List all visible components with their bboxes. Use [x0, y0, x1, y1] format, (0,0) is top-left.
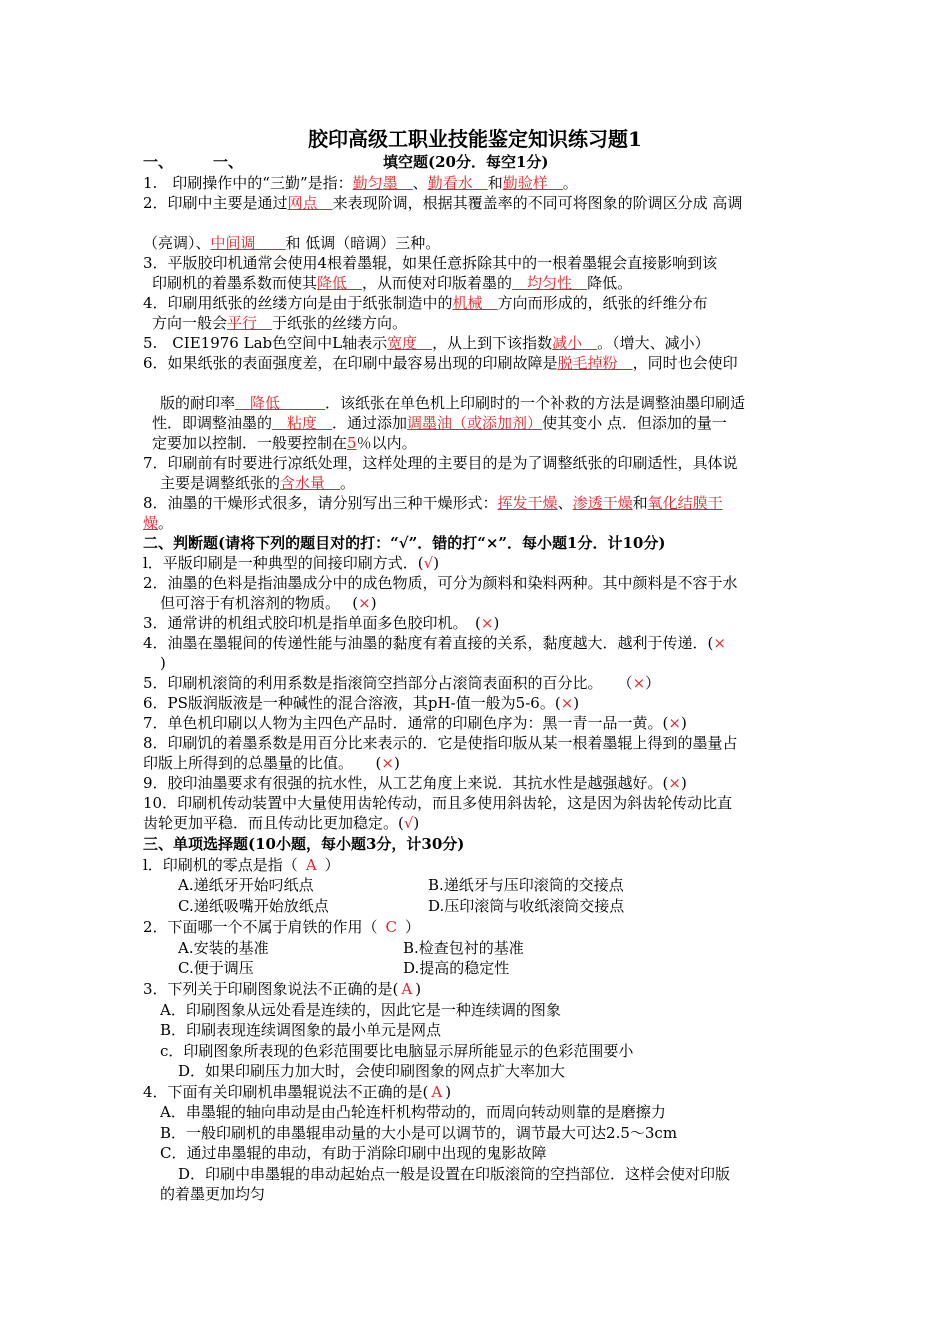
s3-q4-option-d: D．印刷中串墨辊的串动起始点一般是设置在印版滚筒的空挡部位．这样会使对印版	[178, 1165, 731, 1183]
answer-mark: ×	[668, 774, 681, 792]
s3-q1: l．印刷机的零点是指（ A ）	[143, 856, 340, 874]
s2-q8-cont: 印版上所得到的总墨量的比值。 (×)	[143, 754, 400, 772]
s3-q4-option-c: C．通过串墨辊的串动，有助于消除印刷中出现的鬼影故障	[160, 1144, 547, 1162]
answer-mark: A	[431, 1083, 443, 1101]
s1-q7: 7．印刷前有时要进行凉纸处理，这样处理的主要目的是为了调整纸张的印刷适性，具体说	[143, 454, 738, 472]
answer-blank: 勤验样	[502, 174, 563, 192]
s2-q4: 4．油墨在墨辊间的传递性能与油墨的黏度有着直接的关系，黏度越大．越利于传递．(×	[143, 634, 726, 652]
answer-blank: 含水量	[280, 474, 341, 492]
s2-q7: 7．单色机印刷以人物为主四色产品时．通常的印刷色序为：黑一青一品一黄。(×)	[143, 714, 687, 732]
answer-mark: C	[385, 918, 398, 936]
s3-q1-option-c: C.递纸吸嘴开始放纸点	[178, 897, 329, 915]
answer-mark: ×	[480, 614, 494, 632]
answer-blank: 渗透干燥	[572, 494, 633, 512]
answer-mark: ×	[358, 594, 371, 612]
s2-q5: 5．印刷机滚筒的利用系数是指滚筒空挡部分占滚筒表面积的百分比。 （×）	[143, 674, 661, 692]
answer-mark: A	[305, 856, 317, 874]
s3-q2-option-c: C.便于调压	[178, 959, 254, 977]
answer-blank: 5	[347, 434, 357, 452]
answer-mark: ×	[713, 634, 726, 652]
answer-blank: 挥发干燥	[497, 494, 558, 512]
answer-blank: 氧化结膜干	[647, 494, 723, 512]
s2-q3: 3．通常讲的机组式胶印机是指单面多色胶印机。 (×)	[143, 614, 500, 632]
s1-q4: 4．印刷用纸张的丝缕方向是由于纸张制造中的机械 方向而形成的，纸张的纤维分布	[143, 294, 708, 312]
answer-blank: 网点	[287, 194, 333, 212]
answer-blank: 机械	[452, 294, 498, 312]
s1-q3-cont: 印刷机的着墨系数而使其降低 ，从而使对印版着墨的 均匀性 降低。	[152, 274, 633, 292]
answer-mark: ×	[560, 694, 574, 712]
answer-mark: A	[401, 980, 413, 998]
s3-q3-option-a: A．印刷图象从远处看是连续的，因此它是一种连续调的图象	[160, 1001, 561, 1019]
s1-q6-cont2: 性．即调整油墨的 粘度 ．通过添加调墨油（或添加剂）使其变小 点．但添加的量一	[152, 414, 727, 432]
answer-blank: 宽度	[387, 334, 433, 352]
s3-q4-option-a: A．串墨辊的轴向串动是由凸轮连杆机构带动的，而周向转动则靠的是磨擦力	[160, 1103, 666, 1121]
s1-q5: 5. CIE1976 Lab色空间中L轴表示宽度 ，从上到下该指数减小 。（增大、减小）	[143, 334, 710, 352]
answer-blank: 勤匀墨	[352, 174, 413, 192]
s1-q8-cont: 燥。	[143, 514, 174, 532]
answer-blank: 平行	[227, 314, 273, 332]
s1-q6-cont3: 定要加以控制．一般要控制在5％以内。	[152, 434, 417, 452]
answer-mark: √	[423, 554, 434, 572]
s1-q2-cont: （亮调）、中间调 和 低调（暗调）三种。	[143, 234, 441, 252]
s3-q1-option-a: A.递纸牙开始叼纸点	[178, 876, 314, 894]
answer-blank: 粘度	[272, 414, 333, 432]
s3-q1-option-b: B.递纸牙与压印滚筒的交接点	[428, 876, 624, 894]
s2-q9: 9．胶印油墨要求有很强的抗水性，从工艺角度上来说．其抗水性是越强越好。(×)	[143, 774, 687, 792]
s3-q3-option-d: D．如果印刷压力加大时，会使印刷图象的网点扩大率加大	[178, 1062, 566, 1080]
answer-blank: 勤看水	[427, 174, 488, 192]
section3-heading: 三、单项选择题(10小题，每小题3分，计30分)	[143, 835, 465, 853]
s2-q2: 2．油墨的色料是指油墨成分中的成色物质，可分为颜料和染料两种。其中颜料是不容于水	[143, 574, 738, 592]
s2-q4-cont: )	[160, 654, 166, 672]
s2-q1: l．平版印刷是一种典型的间接印刷方式．(√)	[143, 554, 440, 572]
s3-q2-option-d: D.提高的稳定性	[403, 959, 510, 977]
s1-q6-cont1: 版的耐印率 降低 ．该纸张在单色机上印刷时的一个补救的方法是调整油墨印刷适	[160, 394, 746, 412]
s2-q10: 10．印刷机传动装置中大量使用齿轮传动，而且多使用斜齿轮，这是因为斜齿轮传动比直	[143, 794, 733, 812]
s1-q1: 1. 印刷操作中的“三勤”是指：勤匀墨 、勤看水 和勤验样 。	[143, 174, 578, 192]
s3-q4: 4．下面有关印刷机串墨辊说法不正确的是( A )	[143, 1083, 452, 1101]
answer-blank: 脱毛掉粉	[557, 354, 633, 372]
s3-q3: 3．下列关于印刷图象说法不正确的是( A )	[143, 980, 422, 998]
answer-blank: 降低	[235, 394, 326, 412]
answer-mark: ×	[668, 714, 681, 732]
s2-q2-cont: 但可溶于有机溶剂的物质。 (×)	[160, 594, 377, 612]
document-title: 胶印高级工职业技能鉴定知识练习题1	[308, 127, 642, 151]
s2-q6: 6．PS版润版液是一种碱性的混合溶液，其pH-值一般为5-6。(×)	[143, 694, 580, 712]
answer-mark: ×	[381, 754, 394, 772]
s3-q4-option-d-cont: 的着墨更加均匀	[160, 1185, 266, 1203]
s1-q4-cont: 方向一般会平行 于纸张的丝缕方向。	[152, 314, 408, 332]
answer-blank: 减小	[552, 334, 598, 352]
answer-blank: 均匀性	[512, 274, 588, 292]
section2-heading: 二、判断题(请将下列的题目对的打：“√”．错的打“×”．每小题1分．计10分)	[143, 534, 666, 552]
s1-q2: 2．印刷中主要是通过网点 来表现阶调，根据其覆盖率的不同可将图象的阶调区分成 高调	[143, 194, 743, 212]
s3-q3-option-b: B．印刷表现连续调图象的最小单元是网点	[160, 1021, 442, 1039]
answer-blank: 降低	[317, 274, 363, 292]
s1-q3: 3．平版胶印机通常会使用4根着墨辊，如果任意拆除其中的一根着墨辊会直接影响到该	[143, 254, 718, 272]
s3-q2-option-b: B.检查包衬的基准	[403, 939, 524, 957]
s3-q2-option-a: A.安装的基准	[178, 939, 269, 957]
section1-heading: 一、 一、 填空题(20分．每空1分)	[143, 153, 549, 171]
answer-mark: ×	[632, 674, 646, 692]
s2-q8: 8．印刷饥的着墨系数是用百分比来表示的．它是使指印版从某一根着墨辊上得到的墨量占	[143, 734, 738, 752]
s1-q8: 8．油墨的干燥形式很多，请分别写出三种干燥形式：挥发干燥、渗透干燥和氧化结膜干	[143, 494, 723, 512]
s3-q4-option-b: B．一般印刷机的串墨辊串动量的大小是可以调节的，调节最大可达2.5～3cm	[160, 1124, 678, 1142]
s3-q3-option-c: c．印刷图象所表现的色彩范围要比电脑显示屏所能显示的色彩范围要小	[160, 1042, 634, 1060]
answer-blank: 中间调	[210, 234, 286, 252]
s3-q1-option-d: D.压印滚筒与收纸滚筒交接点	[428, 897, 625, 915]
s1-q7-cont: 主要是调整纸张的含水量 。	[160, 474, 356, 492]
answer-blank: 调墨油（或添加剂）	[407, 414, 543, 432]
s3-q2: 2．下面哪一个不属于肩铁的作用（ C ）	[143, 918, 421, 936]
answer-mark: √	[403, 814, 414, 832]
answer-blank: 燥	[143, 514, 159, 532]
s1-q6: 6．如果纸张的表面强度差，在印刷中最容易出现的印刷故障是脱毛掉粉 ，同时也会使印	[143, 354, 738, 372]
s2-q10-cont: 齿轮更加平稳．而且传动比更加稳定。(√)	[143, 814, 420, 832]
